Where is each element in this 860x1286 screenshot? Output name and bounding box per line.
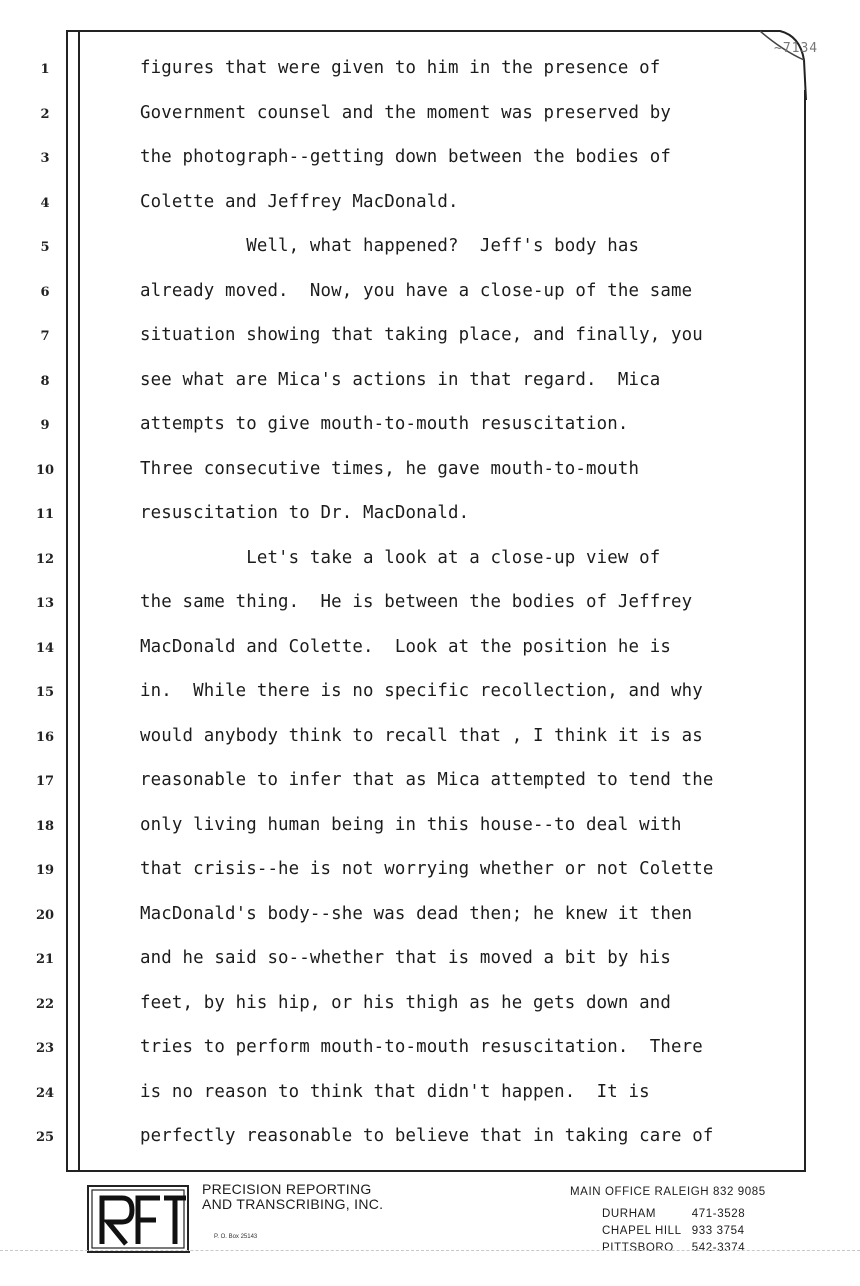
transcript-line: reasonable to infer that as Mica attempted to tend the: [140, 770, 714, 790]
line-number: 10: [35, 462, 55, 478]
company-name-line1: PRECISION REPORTING: [202, 1181, 372, 1197]
transcript-line: Government counsel and the moment was preserved by: [140, 102, 672, 123]
office-phone: 542-3374: [691, 1242, 746, 1254]
transcript-line: and he said so--whether that is moved a bit by his: [140, 948, 672, 968]
office-phone: 933 3754: [691, 1225, 745, 1237]
line-number: 15: [35, 685, 55, 700]
transcript-line: is no reason to think that didn't happen. It is: [140, 1081, 650, 1102]
main-office-city: RALEIGH: [654, 1186, 710, 1198]
transcript-line: Let's take a look at a close-up view of: [140, 547, 661, 568]
transcript-line: the same thing. He is between the bodies of Jeffrey: [140, 592, 693, 612]
line-number: 14: [35, 640, 55, 656]
transcript-line: attempts to give mouth-to-mouth resuscitation.: [140, 414, 629, 434]
transcript-line: feet, by his hip, or his thigh as he gets down and: [140, 992, 672, 1013]
line-number: 6: [40, 284, 50, 300]
transcript-line: Colette and Jeffrey MacDonald.: [140, 191, 459, 212]
transcript-line: figures that were given to him in the presence of: [140, 58, 661, 78]
main-office-label: MAIN OFFICE: [570, 1186, 651, 1198]
main-office: [570, 1186, 766, 1198]
transcript-line: already moved. Now, you have a close-up of the same: [140, 280, 693, 301]
line-number: 9: [40, 418, 50, 433]
page-curl-corner: [760, 30, 810, 90]
main-office-phone: 832 9085: [713, 1186, 766, 1198]
line-number: 13: [35, 596, 55, 611]
line-number: 8: [40, 373, 50, 389]
line-number: 18: [35, 818, 55, 834]
transcript-line: that crisis--he is not worrying whether or not Colette: [140, 859, 714, 879]
transcript-line: only living human being in this house--to deal with: [140, 814, 682, 835]
footer: [0, 1172, 860, 1286]
page-number: ~7134: [774, 41, 819, 56]
line-number: 5: [40, 240, 50, 255]
transcript-line: in. While there is no specific recollection, and why: [140, 681, 703, 701]
company-logo: [86, 1180, 192, 1256]
line-number: 12: [35, 551, 55, 567]
line-number: 20: [35, 907, 55, 923]
transcript-line: the photograph--getting down between the bodies of: [140, 147, 672, 167]
transcript-line: would anybody think to recall that , I think it is as: [140, 725, 703, 746]
line-number: 3: [40, 151, 50, 166]
line-number: 11: [35, 507, 55, 522]
line-number: 17: [35, 774, 55, 789]
scan-edge-line: [0, 1250, 860, 1252]
line-number: 24: [35, 1085, 55, 1101]
po-box: P. O. Box 25143: [214, 1234, 258, 1240]
line-number: 4: [40, 195, 50, 211]
transcript-line: Well, what happened? Jeff's body has: [140, 236, 640, 256]
transcript-line: MacDonald and Colette. Look at the position he is: [140, 636, 672, 657]
transcript-line: perfectly reasonable to believe that in taking care of: [140, 1126, 714, 1146]
transcript-line: tries to perform mouth-to-mouth resuscitation. There: [140, 1037, 703, 1057]
transcript-line: MacDonald's body--she was dead then; he knew it then: [140, 903, 693, 924]
office-city: DURHAM: [602, 1208, 657, 1220]
line-number: 25: [35, 1130, 55, 1145]
transcript-line: Three consecutive times, he gave mouth-to-mouth: [140, 458, 640, 479]
transcript-line: see what are Mica's actions in that regard. Mica: [140, 369, 661, 390]
transcript-line: situation showing that taking place, and finally, you: [140, 325, 703, 345]
line-number: 1: [40, 62, 50, 77]
line-number: 7: [40, 329, 50, 344]
line-number: 21: [35, 952, 55, 967]
line-number: 22: [35, 996, 55, 1012]
line-number: 23: [35, 1041, 55, 1056]
company-name: [202, 1182, 383, 1212]
line-number: 16: [35, 729, 55, 745]
office-pittsboro: [602, 1242, 745, 1254]
office-durham: [602, 1208, 745, 1220]
office-city: CHAPEL HILL: [602, 1225, 682, 1237]
office-chapel-hill: [602, 1225, 745, 1237]
transcript-line: resuscitation to Dr. MacDonald.: [140, 503, 470, 523]
office-phone: 471-3528: [691, 1208, 746, 1220]
office-city: PITTSBORO: [602, 1242, 674, 1254]
line-number-rule: [78, 30, 80, 1172]
line-number: 2: [40, 106, 50, 122]
line-number: 19: [35, 863, 55, 878]
company-name-line2: AND TRANSCRIBING, INC.: [202, 1196, 384, 1212]
